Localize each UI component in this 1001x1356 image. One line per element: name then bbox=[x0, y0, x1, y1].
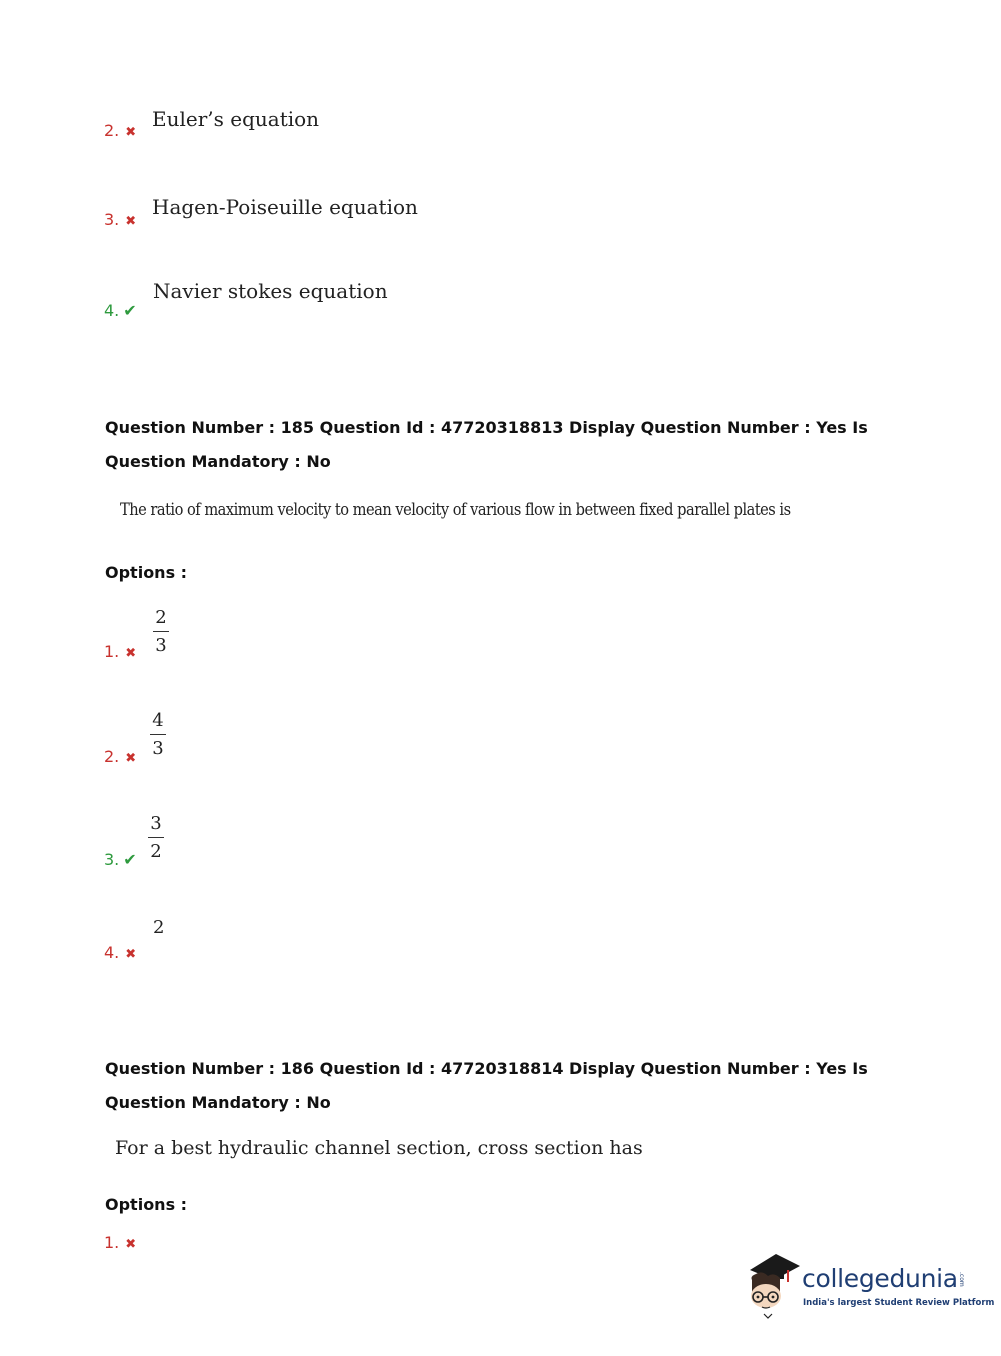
fraction-bar bbox=[148, 837, 164, 838]
fraction-denominator: 2 bbox=[150, 841, 162, 862]
options-label: Options : bbox=[105, 563, 188, 582]
fraction-numerator: 4 bbox=[152, 710, 164, 731]
option-number: 4. bbox=[104, 301, 120, 320]
option-row bbox=[104, 943, 136, 962]
option-number: 2. bbox=[104, 121, 120, 140]
option-number: 3. bbox=[104, 850, 120, 869]
cross-icon: ✖ bbox=[125, 125, 137, 140]
fraction-denominator: 3 bbox=[155, 635, 167, 656]
mascot-icon bbox=[742, 1248, 804, 1320]
question-header: Question Number : 186 Question Id : 47720318814 Display Question Number : Yes Is Question Mandatory : No bbox=[105, 1059, 868, 1112]
option-row bbox=[104, 850, 137, 869]
option-row bbox=[104, 747, 136, 766]
cross-icon: ✖ bbox=[125, 646, 137, 661]
option-text: Euler’s equation bbox=[152, 107, 320, 131]
cross-icon: ✖ bbox=[125, 214, 137, 229]
fraction-bar bbox=[150, 734, 166, 735]
option-number: 1. bbox=[104, 642, 120, 661]
fraction-denominator: 3 bbox=[152, 738, 164, 759]
collegedunia-logo bbox=[742, 1248, 995, 1320]
option-text: Hagen-Poiseuille equation bbox=[152, 195, 418, 219]
option-text: Navier stokes equation bbox=[153, 279, 388, 303]
option-row bbox=[104, 1233, 136, 1252]
option-fraction bbox=[153, 607, 169, 656]
question-text: For a best hydraulic channel section, cross section has bbox=[115, 1137, 643, 1159]
option-number: 1. bbox=[104, 1233, 120, 1252]
logo-wordmark: collegedunia bbox=[802, 1264, 958, 1293]
option-fraction bbox=[148, 813, 164, 862]
option-row bbox=[104, 642, 136, 661]
option-number: 2. bbox=[104, 747, 120, 766]
fraction-numerator: 3 bbox=[150, 813, 162, 834]
cross-icon: ✖ bbox=[125, 751, 137, 766]
option-number: 4. bbox=[104, 943, 120, 962]
options-label: Options : bbox=[105, 1195, 188, 1214]
option-fraction bbox=[150, 710, 166, 759]
question-text: The ratio of maximum velocity to mean velocity of various flow in between fixed parallel plates is bbox=[120, 500, 791, 520]
option-row bbox=[104, 301, 137, 320]
fraction-numerator: 2 bbox=[155, 607, 167, 628]
check-icon: ✔ bbox=[123, 850, 137, 869]
logo-suffix: .com bbox=[958, 1272, 965, 1287]
check-icon: ✔ bbox=[123, 301, 137, 320]
option-row bbox=[104, 210, 136, 229]
cross-icon: ✖ bbox=[125, 947, 137, 962]
fraction-bar bbox=[153, 631, 169, 632]
logo-tagline: India's largest Student Review Platform bbox=[803, 1298, 995, 1308]
cross-icon: ✖ bbox=[125, 1237, 137, 1252]
option-row bbox=[104, 121, 136, 140]
question-header: Question Number : 185 Question Id : 47720318813 Display Question Number : Yes Is Question Mandatory : No bbox=[105, 418, 868, 471]
option-number: 3. bbox=[104, 210, 120, 229]
option-value: 2 bbox=[153, 917, 165, 938]
